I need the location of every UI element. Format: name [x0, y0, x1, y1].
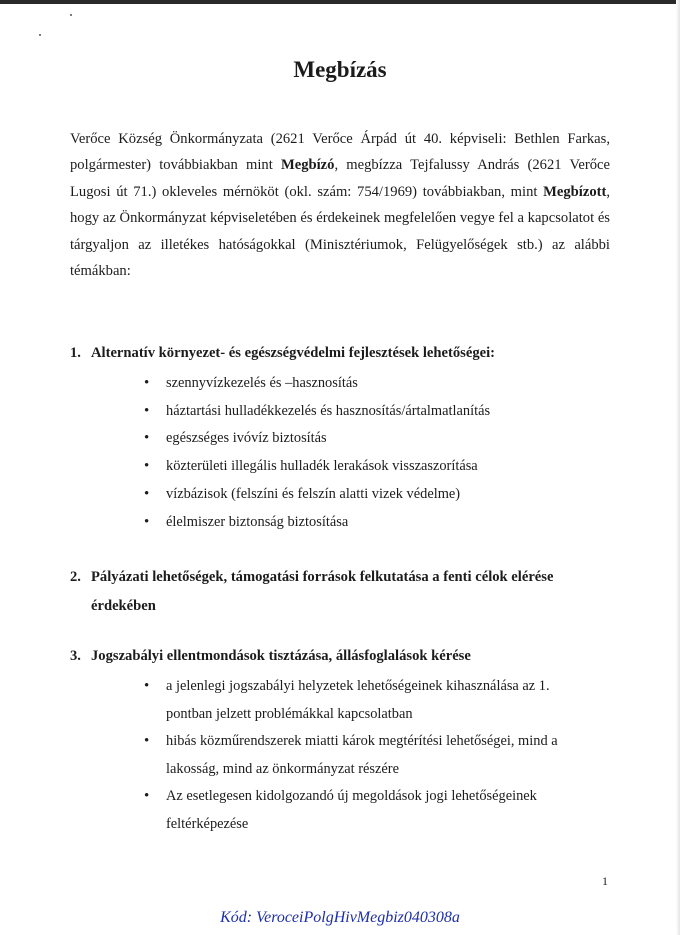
list-item: • szennyvízkezelés és –hasznosítás [144, 370, 584, 398]
document-title: Megbízás [293, 57, 387, 82]
list-item: • közterületi illegális hulladék lerakások visszaszorítása [144, 453, 584, 481]
section-heading: Alternatív környezet- és egészségvédelmi fejlesztések lehetőségei: [91, 345, 496, 361]
list-item: • egészséges ivóvíz biztosítás [144, 425, 584, 453]
intro-party-client: Megbízó [280, 157, 335, 174]
intro-party-agent: Megbízott [543, 183, 607, 200]
section-number: 1. [70, 345, 81, 361]
intro-text: Verőce Község Önkormányzata (2621 Verőce Árpád út 40. képviseli: Bethlen Farkas, polgármester) továbbiakban mint [70, 131, 610, 174]
scan-speck [39, 34, 41, 36]
intro-text: , hogy az Önkormányzat képviseletében és érdekeinek megfelelően vegye fel a kapcsolatot és tárgyaljon az illetékes hatóságokkal (Minisztériumok, Felügyelőségek stb.) az alábbi témákban: [70, 183, 610, 280]
scan-top-edge [0, 0, 680, 4]
list-item: • vízbázisok (felszíni és felszín alatti vizek védelme) [144, 481, 584, 509]
document-code: Kód: VeroceiPolgHivMegbiz040308a [220, 909, 460, 926]
list-item: • élelmiszer biztonság biztosítása [144, 509, 584, 537]
list-item: • Az esetlegesen kidolgozandó új megoldások jogi lehetőségeinek feltérképezése [144, 783, 594, 838]
section-heading: Pályázati lehetőségek, támogatási források felkutatása a fenti célok elérése érdekében [91, 569, 554, 614]
section-1-list [144, 370, 584, 536]
list-item: • hibás közműrendszerek miatti károk megtérítési lehetőségei, mind a lakosság, mind az önkormányzat részére [144, 728, 594, 783]
scan-speck [70, 14, 72, 16]
list-item: • háztartási hulladékkezelés és hasznosítás/ártalmatlanítás [144, 398, 584, 426]
intro-paragraph [70, 126, 610, 284]
scan-right-shadow [676, 0, 680, 935]
intro-text: , megbízza Tejfalussy András (2621 Verőce Lugosi út 71.) okleveles mérnököt (okl. szám: 754/1969) továbbiakban, mint [70, 157, 610, 200]
section-number: 3. [70, 648, 81, 664]
page-number: 1 [602, 874, 608, 888]
section-3-list [144, 673, 594, 838]
list-item: • a jelenlegi jogszabályi helyzetek lehetőségeinek kihasználása az 1. pontban jelzett problémákkal kapcsolatban [144, 673, 594, 728]
section-number: 2. [70, 569, 81, 585]
section-heading: Jogszabályi ellentmondások tisztázása, állásfoglalások kérése [91, 648, 471, 664]
